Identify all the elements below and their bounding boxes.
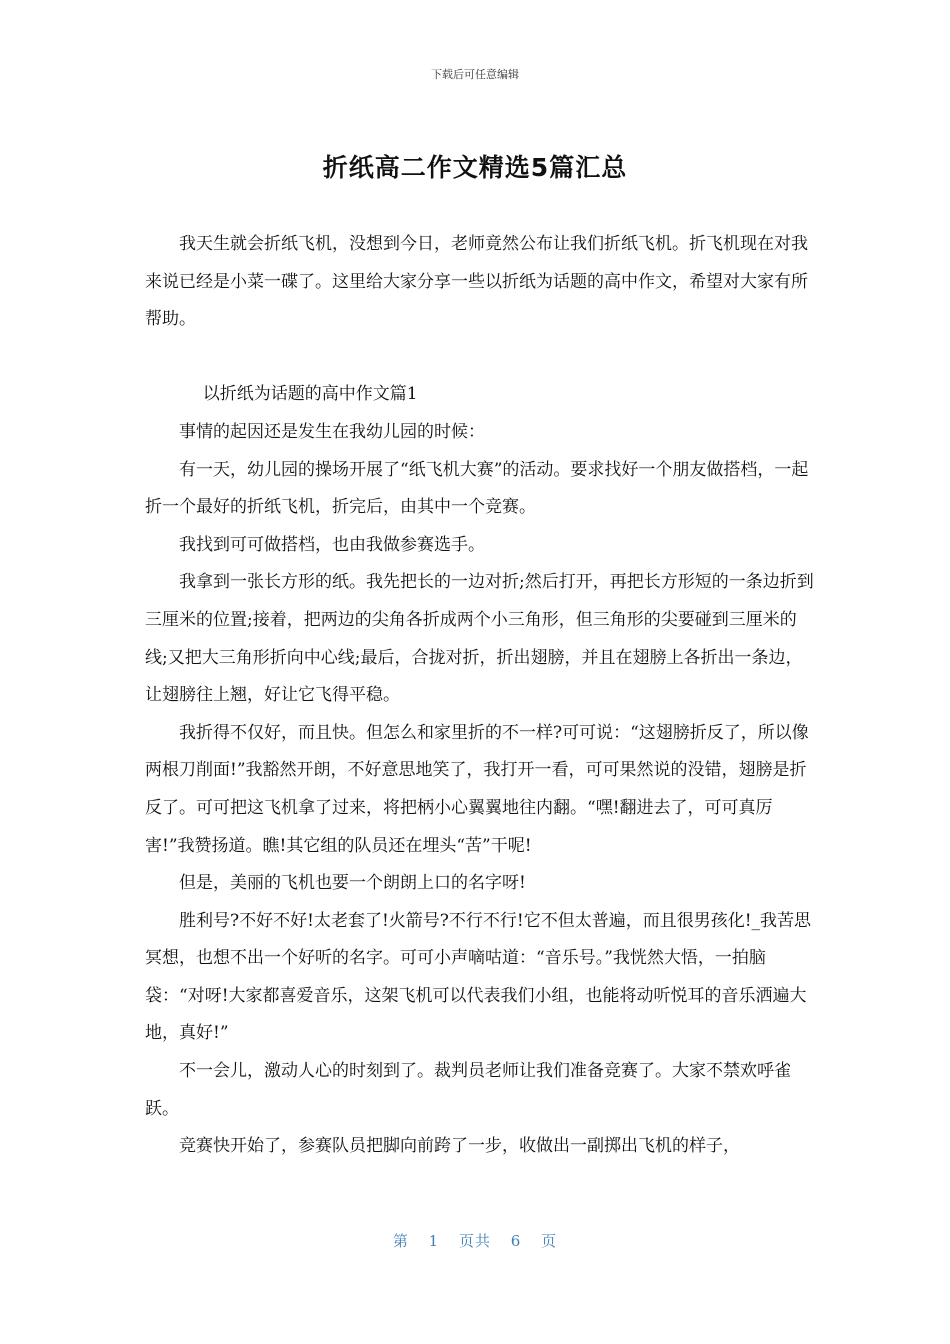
- paragraph: 有一天，幼儿园的操场开展了“纸飞机大赛”的活动。要求找好一个朋友做搭档，一起折一个最好的折纸飞机，折完后，由其中一个竞赛。: [145, 459, 809, 518]
- document-body: [145, 226, 817, 1166]
- document-title: 折纸高二作文精选5篇汇总: [322, 153, 628, 182]
- paragraph: 我拿到一张长方形的纸。我先把长的一边对折;然后打开，再把长方形短的一条边折到三厘米的位置;接着，把两边的尖角各折成两个小三角形，但三角形的尖要碰到三厘米的线;又把大三角形折向中心线;最后，合拢对折，折出翅膀，并且在翅膀上各折出一条边，让翅膀往上翘，好让它飞得平稳。: [145, 572, 814, 706]
- footer-suffix: 页: [541, 1232, 558, 1250]
- footer-page-number: 1: [428, 1232, 440, 1250]
- paragraph: 竞赛快开始了，参赛队员把脚向前跨了一步，收做出一副掷出飞机的样子，: [179, 1136, 740, 1157]
- paragraph: 但是，美丽的飞机也要一个朗朗上口的名字呀!: [179, 873, 526, 894]
- paragraph-gap: [145, 339, 817, 377]
- intro-paragraph: 我天生就会折纸飞机，没想到今日，老师竟然公布让我们折纸飞机。折飞机现在对我来说已经是小菜一碟了。这里给大家分享一些以折纸为话题的高中作文，希望对大家有所帮助。: [145, 234, 808, 330]
- paragraph: 不一会儿，激动人心的时刻到了。裁判员老师让我们准备竞赛了。大家不禁欢呼雀跃。: [145, 1061, 791, 1119]
- footer-middle: 页共: [458, 1232, 491, 1250]
- paragraph: 我找到可可做搭档，也由我做参赛选手。: [179, 534, 485, 555]
- footer-total-pages: 6: [510, 1232, 522, 1250]
- paragraph: 我折得不仅好，而且快。但怎么和家里折的不一样?可可说：“这翅膀折反了，所以像两根刀削面!”我豁然开朗，不好意思地笑了，我打开一看，可可果然说的没错，翅膀是折反了。可可把这飞机拿了过来，将把柄小心翼翼地往内翻。“嘿!翻进去了，可可真厉害!”我赞扬道。瞧!其它组的队员还在埋头“苦”干呢!: [145, 722, 809, 856]
- paragraph: 事情的起因还是发生在我幼儿园的时候：: [179, 421, 485, 442]
- footer-prefix: 第: [392, 1232, 409, 1250]
- header-note: 下载后可任意编辑: [431, 68, 519, 81]
- paragraph: 胜利号?不好不好!太老套了!火箭号?不行不行!它不但太普遍，而且很男孩化!_我苦思冥想，也想不出一个好听的名字。可可小声嘀咕道：“音乐号。”我恍然大悟，一拍脑袋：“对呀!大家都喜爱音乐，这架飞机可以代表我们小组，也能将动听悦耳的音乐洒遍大地，真好!”: [145, 910, 812, 1044]
- section-heading: 以折纸为话题的高中作文篇1: [202, 384, 418, 405]
- page-footer: [0, 1230, 950, 1251]
